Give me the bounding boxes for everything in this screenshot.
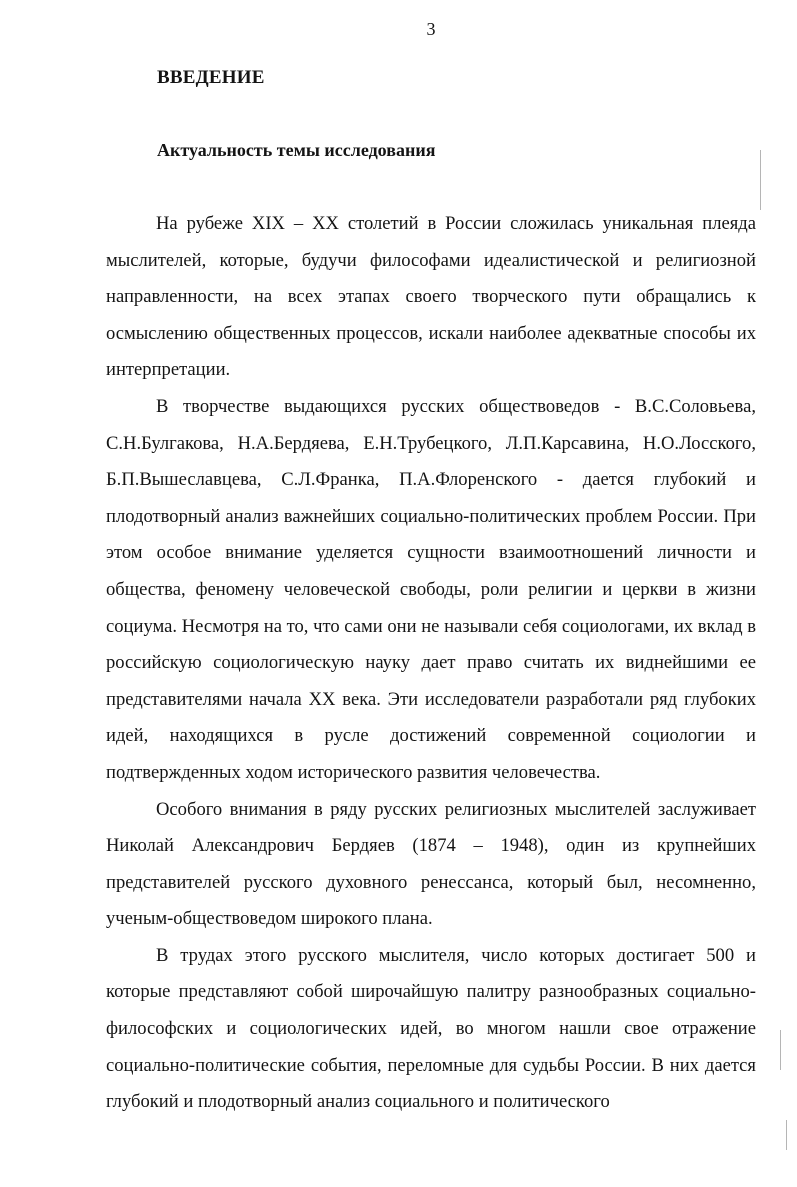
paragraph-1: На рубеже XIX – XX столетий в России сложилась уникальная плеяда мыслителей, которые, будучи философами идеалистической и религиозной направленности, на всех этапах своего творческого пути обращались к осмыслению общественных процессов, искали наиболее адекватные способы их интерпретации. [106, 213, 756, 381]
scan-margin-mark [760, 150, 761, 210]
page-number: 3 [426, 19, 436, 39]
scan-margin-mark [786, 1120, 787, 1150]
scan-margin-mark [780, 1030, 781, 1070]
paragraph-3: Особого внимания в ряду русских религиозных мыслителей заслуживает Николай Александрович Бердяев (1874 – 1948), один из крупнейших представителей русского духовного ренессанса, который был, несомненно, ученым-обществоведом широкого плана. [106, 798, 756, 930]
paragraph-4: В трудах этого русского мыслителя, число которых достигает 500 и которые представляют собой широчайшую палитру разнообразных социально-философских и социологических идей, во многом нашли свое отражение социально-политические события, переломные для судьбы России. В них дается глубокий и плодотворный анализ социального и политического [106, 944, 756, 1113]
section-subheading: Актуальность темы исследования [157, 140, 436, 160]
section-heading: ВВЕДЕНИЕ [157, 67, 265, 88]
paragraph-2: В творчестве выдающихся русских обществоведов - В.С.Соловьева, С.Н.Булгакова, Н.А.Бердяева, Е.Н.Трубецкого, Л.П.Карсавина, Н.О.Лосского, Б.П.Вышеславцева, С.Л.Франка, П.А.Флоренского - дается глубокий и плодотворный анализ важнейших социально-политических проблем России. При этом особое внимание уделяется сущности взаимоотношений личности и общества, феномену человеческой свободы, роли религии и церкви в жизни социума. Несмотря на то, что сами они не называли себя социологами, их вклад в российскую социологическую науку дает право считать их виднейшими ее представителями начала XX века. Эти исследователи разработали ряд глубоких идей, находящихся в русле достижений современной социологии и подтвержденных ходом исторического развития человечества. [106, 395, 756, 783]
body-text [106, 206, 756, 1121]
